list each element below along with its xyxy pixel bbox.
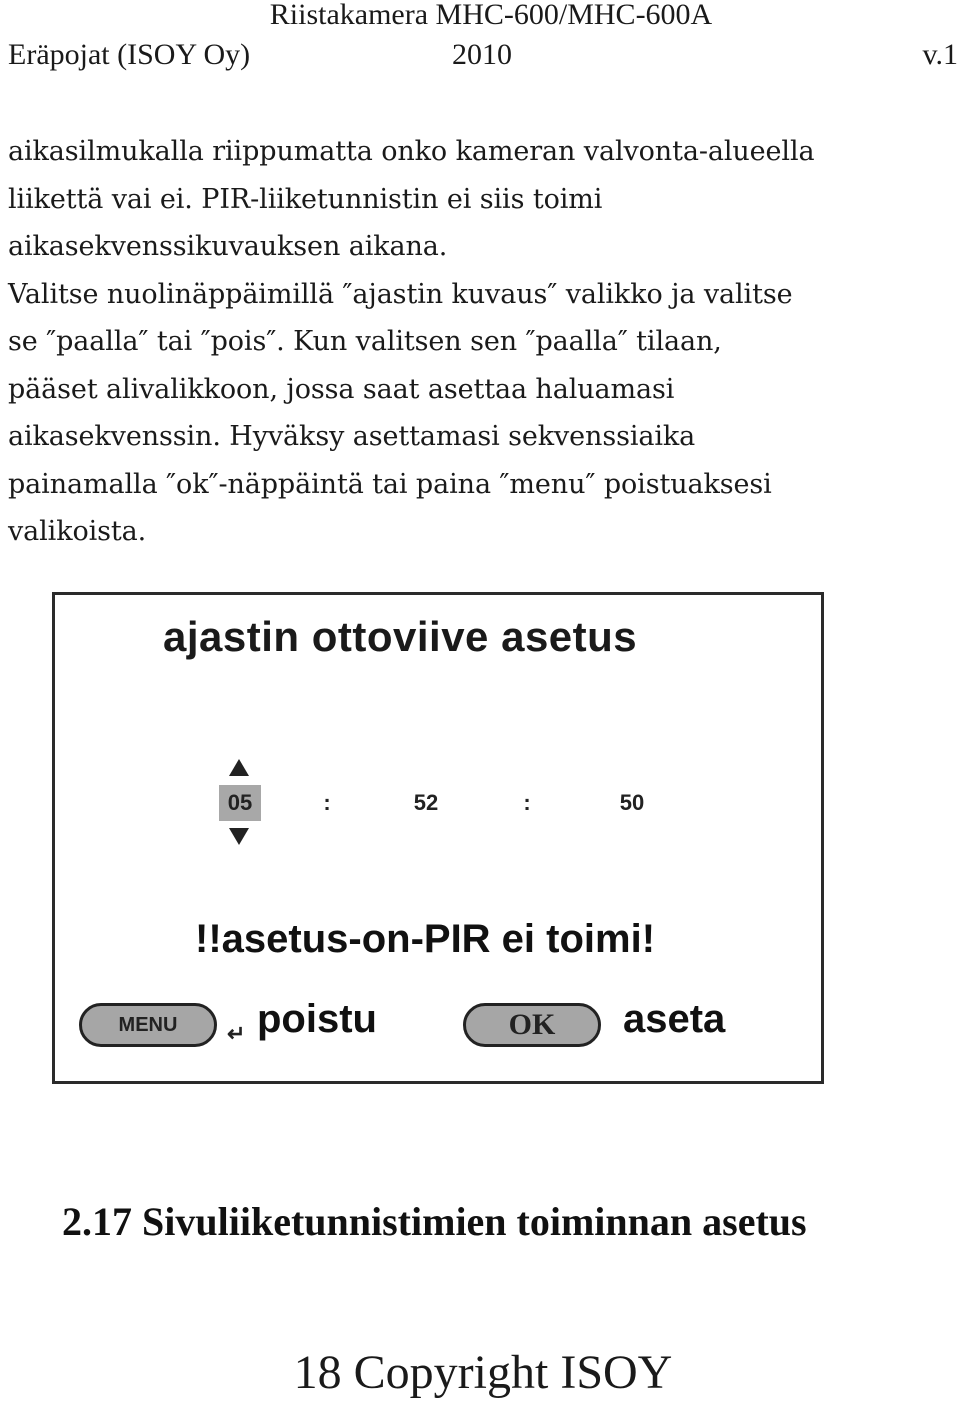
hours-field: 05 (219, 785, 261, 821)
set-label: aseta (623, 997, 726, 1041)
header-year: 2010 (452, 38, 512, 71)
body-paragraph (8, 128, 958, 556)
seconds-field: 50 (619, 790, 645, 815)
document-header-row (0, 36, 960, 74)
body-line: pääset alivalikkoon, jossa saat asettaa haluamasi (8, 373, 675, 405)
body-line: valikoista. (8, 516, 147, 547)
body-line: se ″paalla″ tai ″pois″. Kun valitsen sen ″paalla″ tilaan, (8, 326, 722, 357)
body-line: aikasilmukalla riippumatta onko kameran valvonta-alueella (8, 136, 815, 167)
arrow-down-icon (229, 828, 249, 845)
body-line: Valitse nuolinäppäimillä ″ajastin kuvaus″ valikko ja valitse (8, 278, 793, 310)
page-footer: 18 Copyright ISOY (293, 1346, 673, 1399)
menu-title: ajastin ottoviive asetus (163, 613, 638, 660)
arrow-up-icon (229, 759, 249, 776)
exit-label: poistu (257, 997, 377, 1041)
minutes-field: 52 (413, 790, 439, 815)
body-line: aikasekvenssikuvauksen aikana. (8, 231, 448, 262)
header-company: Eräpojat (ISOY Oy) (8, 38, 251, 71)
body-line: painamalla ″ok″-näppäintä tai paina ″menu″ poistuaksesi (8, 468, 772, 500)
section-heading: 2.17 Sivuliiketunnistimien toiminnan asetus (62, 1199, 807, 1244)
camera-menu-screenshot (52, 592, 824, 1084)
time-separator: : (323, 790, 331, 815)
ok-button: OK (463, 1003, 601, 1047)
enter-icon: ↵ (227, 1021, 246, 1046)
pir-warning-text: !!asetus-on-PIR ei toimi! (195, 917, 656, 961)
time-separator: : (523, 790, 531, 815)
menu-button: MENU (79, 1003, 217, 1047)
body-line: aikasekvenssin. Hyväksy asettamasi sekvenssiaika (8, 421, 696, 452)
document-header-title: Riistakamera MHC-600/MHC-600A (269, 0, 713, 31)
body-line: liikettä vai ei. PIR-liiketunnistin ei siis toimi (8, 183, 603, 215)
header-version: v.1 (922, 38, 958, 71)
